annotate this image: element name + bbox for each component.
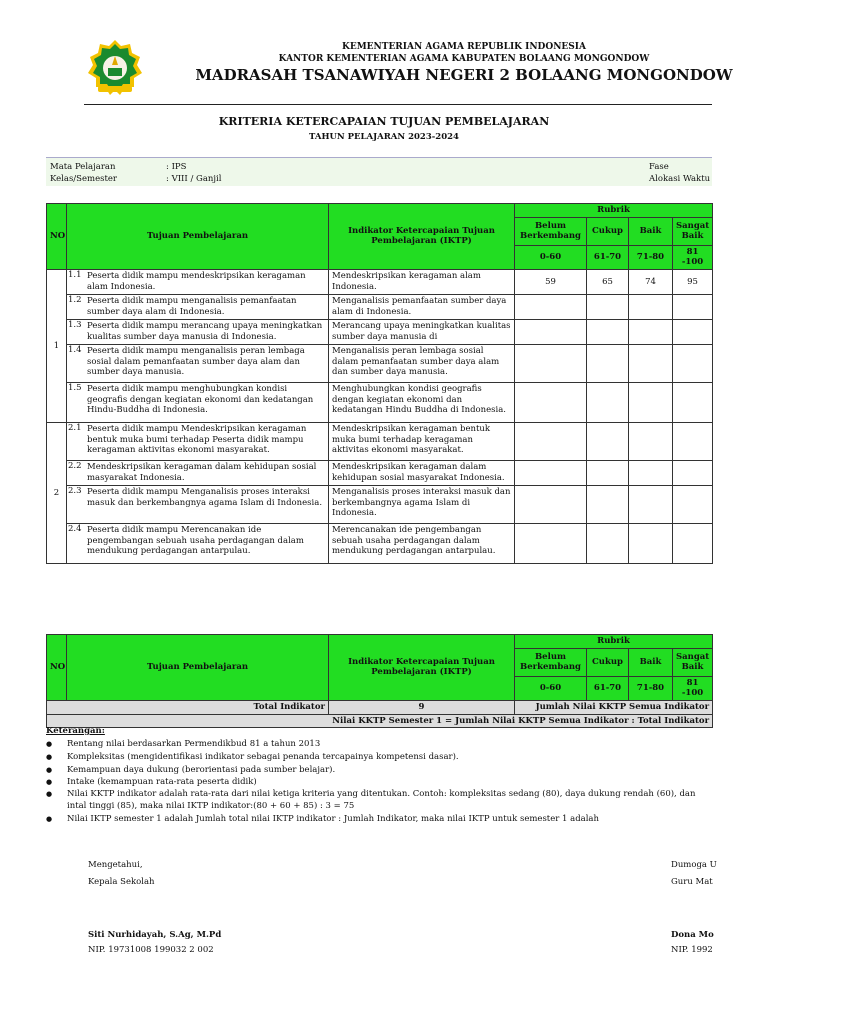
table-row: [47, 523, 713, 563]
table-row: [47, 422, 713, 460]
header-no: NO: [47, 204, 67, 270]
tp-code: 1.2: [68, 294, 82, 305]
tp-code: 2.4: [68, 523, 82, 534]
range-cukup: 61-70: [587, 245, 629, 269]
summary-range-cukup: 61-70: [587, 676, 629, 700]
table-row: [47, 460, 713, 485]
tp-text: Peserta didik mampu mendeskripsikan keragaman alam Indonesia.: [87, 270, 306, 292]
tp-text: Peserta didik mampu Merencanakan ide pengembangan sebuah usaha perdagangan dalam mendukung perdagangan antarpulau.: [87, 524, 304, 557]
summary-header-sangat: Sangat Baik: [673, 648, 713, 676]
sign-right-line1: Dumoga U: [671, 860, 717, 870]
summary-range-baik: 71-80: [629, 676, 673, 700]
sign-right-line2: Guru Mat: [671, 877, 713, 887]
tp-text: Peserta didik mampu merancang upaya meningkatkan kualitas sumber daya manusia di Indonesia.: [87, 320, 323, 342]
summary-header-iktp: Indikator Ketercapaian Tujuan Pembelajaran (IKTP): [329, 635, 515, 701]
phase-label: Fase: [649, 162, 669, 172]
table-row: [47, 269, 713, 294]
iktp-cell: Merancang upaya meningkatkan kualitas sumber daya manusia di: [329, 319, 515, 344]
iktp-cell: Mendeskripsikan keragaman alam Indonesia.: [329, 269, 515, 294]
header-baik: Baik: [629, 217, 673, 245]
tp-code: 2.3: [68, 485, 82, 496]
header-sangat: Sangat Baik: [673, 217, 713, 245]
tp-text: Peserta didik mampu menganalisis pemanfaatan sumber daya alam di Indonesia.: [87, 295, 297, 317]
subject-value: : IPS: [166, 162, 187, 172]
note-item: ● Rentang nilai berdasarkan Permendikbud 81 a tahun 2013: [46, 738, 712, 751]
table-row: [47, 319, 713, 344]
score-sangat: 95: [673, 269, 713, 294]
header-rubrik: Rubrik: [515, 204, 713, 218]
score-baik: 74: [629, 269, 673, 294]
notes-title: Keterangan:: [46, 726, 105, 736]
tp-text: Peserta didik mampu Menganalisis proses interaksi masuk dan berkembangnya agama Islam di Indonesia.: [87, 486, 323, 508]
total-indicator-value: 9: [329, 700, 515, 714]
group-number: 2: [47, 422, 67, 563]
tp-code: 1.5: [68, 382, 82, 393]
teacher-name: Dona Mo: [671, 930, 714, 940]
note-item: ● Nilai IKTP semester 1 adalah Jumlah total nilai IKTP indikator : Jumlah Indikator, maka nilai IKTP untuk semester 1 adalah: [46, 813, 712, 826]
class-label: Kelas/Semester: [50, 174, 117, 184]
score-cukup: 65: [587, 269, 629, 294]
summary-header-belum: Belum Berkembang: [515, 648, 587, 676]
summary-range-sangat: 81 -100: [673, 676, 713, 700]
tp-text: Peserta didik mampu menghubungkan kondisi geografis dengan kegiatan ekonomi dan kedatangan Hindu-Buddha di Indonesia.: [87, 383, 314, 416]
tp-text: Mendeskripsikan keragaman dalam kehidupan sosial masyarakat Indonesia.: [87, 461, 317, 483]
page-title: KRITERIA KETERCAPAIAN TUJUAN PEMBELAJARAN: [218, 115, 550, 128]
table-row: [47, 382, 713, 422]
note-item: ● Intake (kemampuan rata-rata peserta didik): [46, 776, 712, 789]
header-rule: [84, 104, 712, 105]
notes-section: [46, 726, 712, 826]
total-kktp-label: Jumlah Nilai KKTP Semua Indikator: [515, 700, 713, 714]
teacher-nip: NIP. 1992: [671, 945, 713, 955]
summary-header-cukup: Cukup: [587, 648, 629, 676]
tp-code: 1.1: [68, 269, 82, 280]
summary-table: [46, 634, 713, 728]
summary-header-rubrik: Rubrik: [515, 635, 713, 649]
header-iktp: Indikator Ketercapaian Tujuan Pembelajaran (IKTP): [329, 204, 515, 270]
sign-left-line1: Mengetahui,: [88, 860, 143, 870]
table-row: [47, 344, 713, 382]
header-tp: Tujuan Pembelajaran: [67, 204, 329, 270]
kktp-table: [46, 203, 713, 564]
range-belum: 0-60: [515, 245, 587, 269]
sign-left-line2: Kepala Sekolah: [88, 877, 155, 887]
tp-code: 1.4: [68, 344, 82, 355]
iktp-cell: Menghubungkan kondisi geografis dengan kegiatan ekonomi dan kedatangan Hindu Buddha di Indonesia.: [329, 382, 515, 422]
principal-name: Siti Nurhidayah, S.Ag, M.Pd: [88, 930, 222, 940]
tp-code: 1.3: [68, 319, 82, 330]
group-number: 1: [47, 269, 67, 422]
summary-range-belum: 0-60: [515, 676, 587, 700]
total-indicator-label: Total Indikator: [47, 700, 329, 714]
tp-cell: [67, 269, 329, 294]
principal-nip: NIP. 19731008 199032 2 002: [88, 945, 214, 955]
note-item: ● Nilai KKTP indikator adalah rata-rata dari nilai ketiga kriteria yang ditentukan. Contoh: kompleksitas sedang (80), daya dukung rendah (60), dan intal tinggi (85), maka nilai IKTP indikator:(80 + 60 + 85) : 3 = 75: [46, 789, 712, 813]
header-belum: Belum Berkembang: [515, 217, 587, 245]
semester-kktp-formula: Nilai KKTP Semester 1 = Jumlah Nilai KKTP Semua Indikator : Total Indikator: [47, 714, 713, 728]
score-belum: 59: [515, 269, 587, 294]
tp-text: Peserta didik mampu menganalisis peran lembaga sosial dalam pemanfaatan sumber daya alam dan sumber daya manusia.: [87, 345, 305, 378]
table-row: [47, 294, 713, 319]
ministry-name: KEMENTERIAN AGAMA REPUBLIK INDONESIA: [342, 42, 586, 52]
iktp-cell: Merencanakan ide pengembangan sebuah usaha perdagangan dalam mendukung perdagangan antarpulau.: [329, 523, 515, 563]
school-name: MADRASAH TSANAWIYAH NEGERI 2 BOLAANG MONGONDOW: [195, 66, 733, 84]
iktp-cell: Menganalisis pemanfaatan sumber daya alam di Indonesia.: [329, 294, 515, 319]
header-cukup: Cukup: [587, 217, 629, 245]
tp-code: 2.1: [68, 422, 82, 433]
summary-header-no: NO: [47, 635, 67, 701]
subject-label: Mata Pelajaran: [50, 162, 116, 172]
tp-text: Peserta didik mampu Mendeskripsikan keragaman bentuk muka bumi terhadap Peserta didik mampu keragaman aktivitas ekonomi masyarakat.: [87, 423, 307, 456]
range-sangat: 81 -100: [673, 245, 713, 269]
class-value: : VIII / Ganjil: [166, 174, 222, 184]
office-name: KANTOR KEMENTERIAN AGAMA KABUPATEN BOLAANG MONGONDOW: [278, 54, 650, 64]
iktp-cell: Mendeskripsikan keragaman bentuk muka bumi terhadap keragaman aktivitas ekonomi masyarakat.: [329, 422, 515, 460]
iktp-cell: Menganalisis proses interaksi masuk dan berkembangnya agama Islam di Indonesia.: [329, 485, 515, 523]
summary-header-tp: Tujuan Pembelajaran: [67, 635, 329, 701]
iktp-cell: Mendeskripsikan keragaman dalam kehidupan sosial masyarakat Indonesia.: [329, 460, 515, 485]
tp-code: 2.2: [68, 460, 82, 471]
note-item: ● Kemampuan daya dukung (berorientasi pada sumber belajar).: [46, 764, 712, 777]
table-row: [47, 485, 713, 523]
academic-year: TAHUN PELAJARAN 2023-2024: [309, 132, 459, 142]
time-allocation-label: Alokasi Waktu: [649, 174, 711, 184]
iktp-cell: Menganalisis peran lembaga sosial dalam pemanfaatan sumber daya alam dan sumber daya manusia.: [329, 344, 515, 382]
info-block: [46, 157, 712, 186]
note-item: ● Kompleksitas (mengidentifikasi indikator sebagai penanda tercapainya kompetensi dasar).: [46, 751, 712, 764]
range-baik: 71-80: [629, 245, 673, 269]
summary-header-baik: Baik: [629, 648, 673, 676]
